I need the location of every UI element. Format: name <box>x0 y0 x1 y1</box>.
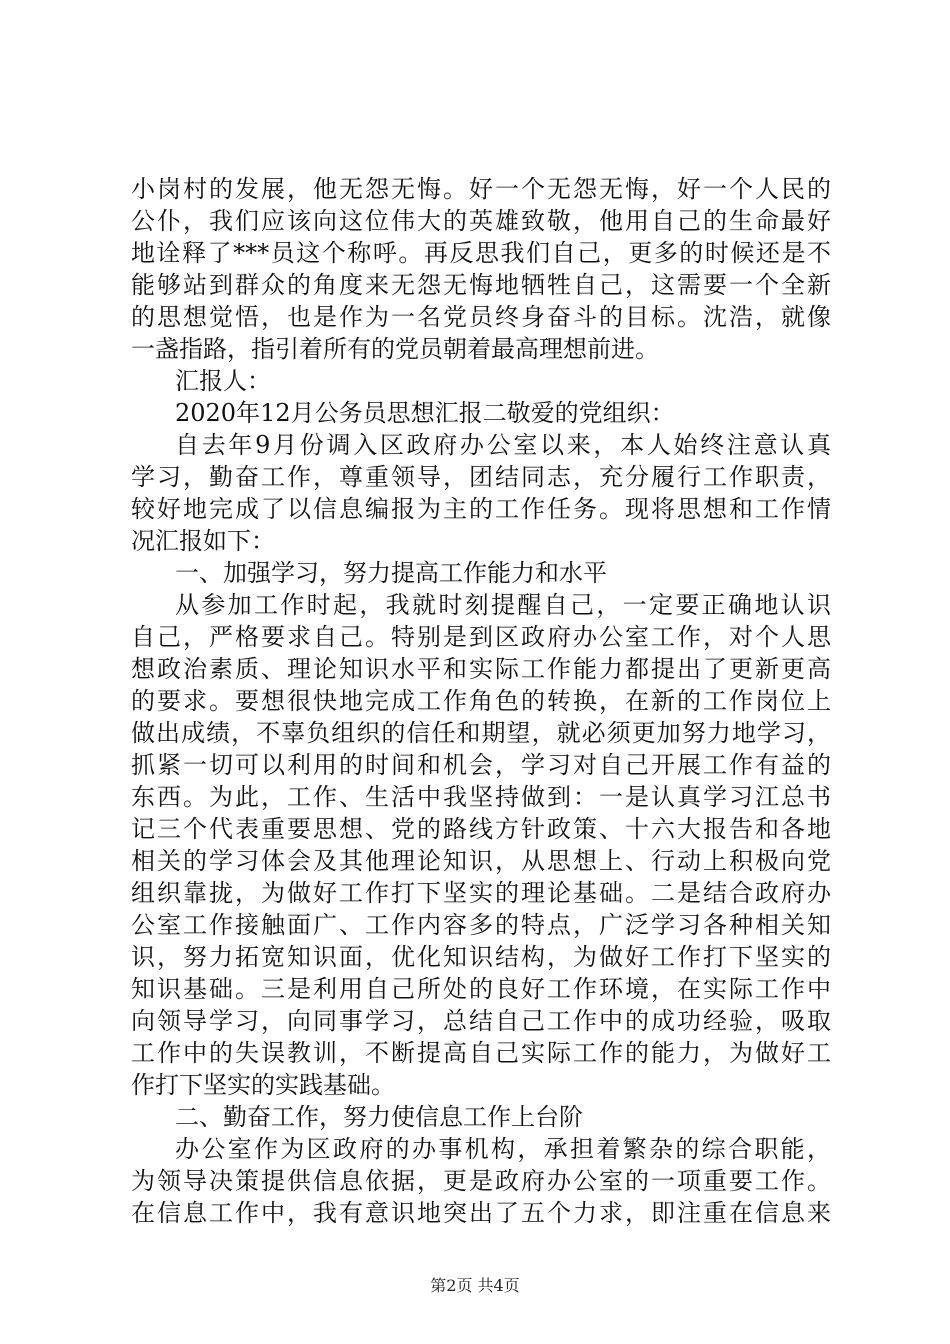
text-line: 做出成绩，不辜负组织的信任和期望，就必须更加努力地学习， <box>131 719 831 747</box>
text-line: 抓紧一切可以利用的时间和机会，学习对自己开展工作有益的 <box>131 751 831 779</box>
text-line: 自己，严格要求自己。特别是到区政府办公室工作，对个人思 <box>131 623 831 651</box>
paragraph <box>131 1133 831 1229</box>
text-line: 办公室作为区政府的办事机构，承担着繁杂的综合职能， <box>175 1135 831 1163</box>
text-line: 的思想觉悟，也是作为一名党员终身奋斗的目标。沈浩，就像 <box>131 303 831 331</box>
text-line: 相关的学习体会及其他理论知识，从思想上、行动上积极向党 <box>131 847 831 875</box>
text-line: 一盏指路，指引着所有的党员朝着最高理想前进。 <box>131 335 659 363</box>
text-line: 公仆，我们应该向这位伟大的英雄致敬，他用自己的生命最好 <box>131 207 831 235</box>
paragraph <box>131 589 831 1101</box>
text-line: 的要求。要想很快地完成工作角色的转换，在新的工作岗位上 <box>131 687 831 715</box>
text-line: 汇报人： <box>175 367 271 395</box>
text-line: 组织靠拢，为做好工作打下坚实的理论基础。二是结合政府办 <box>131 879 831 907</box>
text-line: 知识基础。三是利用自己所处的良好工作环境，在实际工作中 <box>131 975 831 1003</box>
text-line: 向领导学习，向同事学习，总结自己工作中的成功经验，吸取 <box>131 1007 831 1035</box>
text-line: 识，努力拓宽知识面，优化知识结构，为做好工作打下坚实的 <box>131 943 831 971</box>
text-line: 在信息工作中，我有意识地突出了五个力求，即注重在信息来 <box>131 1199 831 1227</box>
reporter-line <box>131 365 831 397</box>
section-heading <box>131 557 831 589</box>
text-line: 较好地完成了以信息编报为主的工作任务。现将思想和工作情 <box>131 495 831 523</box>
text-line: 2020年12月公务员思想汇报二敬爱的党组织： <box>175 399 675 427</box>
report-heading <box>131 397 831 429</box>
page-footer: 第2页 共4页 <box>430 1276 520 1295</box>
text-line: 为领导决策提供信息依据，更是政府办公室的一项重要工作。 <box>131 1167 831 1195</box>
paragraph <box>131 173 831 365</box>
paragraph <box>131 429 831 557</box>
text-line: 地诠释了***员这个称呼。再反思我们自己，更多的时候还是不 <box>131 239 831 267</box>
text-line: 学习，勤奋工作，尊重领导，团结同志，充分履行工作职责， <box>131 463 831 491</box>
text-line: 作打下坚实的实践基础。 <box>131 1071 395 1099</box>
text-line: 自去年9月份调入区政府办公室以来，本人始终注意认真 <box>175 431 831 459</box>
section-heading <box>131 1101 831 1133</box>
text-line: 东西。为此，工作、生活中我坚持做到：一是认真学习江总书 <box>131 783 831 811</box>
text-line: 能够站到群众的角度来无怨无悔地牺牲自己，这需要一个全新 <box>131 271 831 299</box>
document-body <box>131 173 831 1229</box>
text-line: 一、加强学习，努力提高工作能力和水平 <box>175 559 607 587</box>
text-line: 工作中的失误教训，不断提高自己实际工作的能力，为做好工 <box>131 1039 831 1067</box>
text-line: 小岗村的发展，他无怨无悔。好一个无怨无悔，好一个人民的 <box>131 175 831 203</box>
text-line: 从参加工作时起，我就时刻提醒自己，一定要正确地认识 <box>175 591 831 619</box>
text-line: 二、勤奋工作，努力使信息工作上台阶 <box>175 1103 583 1131</box>
text-line: 公室工作接触面广、工作内容多的特点，广泛学习各种相关知 <box>131 911 831 939</box>
text-line: 况汇报如下： <box>131 527 275 555</box>
text-line: 记三个代表重要思想、党的路线方针政策、十六大报告和各地 <box>131 815 831 843</box>
text-line: 想政治素质、理论知识水平和实际工作能力都提出了更新更高 <box>131 655 831 683</box>
